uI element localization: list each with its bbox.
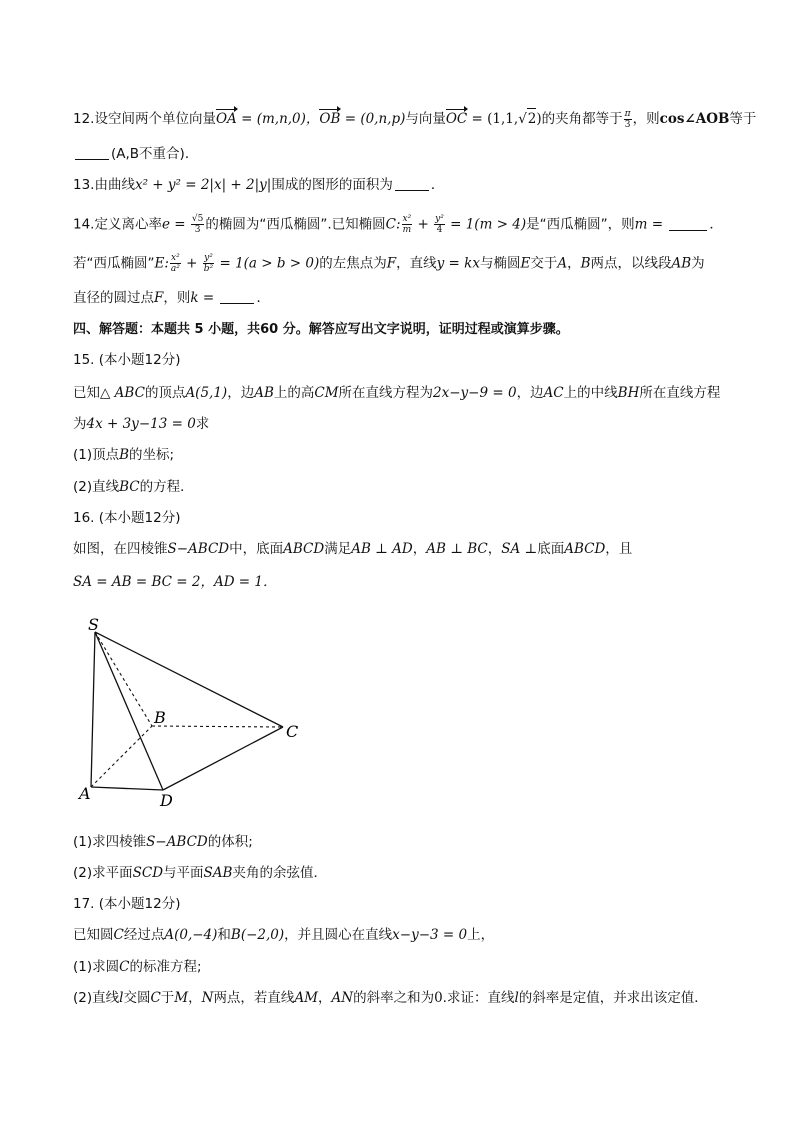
vector-oa: OA — [215, 111, 237, 127]
q12-line1: 12.设空间两个单位向量OA = (m,n,0)，OB = (0,n,p)与向量OC = (1,1,√2)的夹角都等于 $\frac{\pi}{3}$ ，则cos∠AOB等于 — [73, 108, 757, 130]
q17-part2: (2)直线l交圆C于M，N两点，若直线AM，AN的斜率之和为0.求证：直线l的斜率是定值，并求出该定值． — [73, 990, 708, 1006]
pyramid-figure — [70, 610, 310, 815]
q16-heading: 16. (本小题12分) — [73, 510, 181, 526]
label-s: S — [88, 615, 99, 634]
vector-ob: OB — [319, 111, 341, 127]
q16-part2: (2)求平面SCD与平面SAB夹角的余弦值． — [73, 865, 327, 881]
edge-bc — [152, 726, 283, 727]
answer-blank[interactable] — [669, 217, 707, 231]
q15-part2: (2)直线BC的方程． — [73, 479, 194, 495]
q15-line1: 已知△ ABC的顶点A(5,1)，边AB上的高CM所在直线方程为2x−y−9 = 0，边AC上的中线BH所在直线方程 — [73, 385, 721, 401]
section-heading: 四、解答题：本题共 5 小题，共60 分。解答应写出文字说明，证明过程或演算步骤。 — [73, 322, 569, 337]
q16-part1: (1)求四棱锥S−ABCD的体积; — [73, 834, 253, 850]
q15-part1: (1)顶点B的坐标; — [73, 447, 175, 463]
answer-blank[interactable] — [395, 177, 429, 191]
q17-part1: (1)求圆C的标准方程; — [73, 959, 202, 975]
q12-number: 12. — [73, 111, 95, 127]
q14-line2: 若“西瓜椭圆”E: $\frac{\text{x²}}{\text{a²}}$ + $\frac{\text{y²}}{\text{b²}}$ = 1(a > b > 0)的左焦点为F，直线y = kx与椭圆E交于A，B两点，以线段AB为 — [73, 253, 705, 274]
edge-sa — [91, 632, 95, 787]
q14-line3: 直径的圆过点F，则k = ． — [73, 290, 270, 306]
label-b: B — [154, 708, 166, 727]
q17-line1: 已知圆C经过点A(0,−4)和B(−2,0)，并且圆心在直线x−y−3 = 0上， — [73, 927, 495, 943]
q15-heading: 15. (本小题12分) — [73, 352, 181, 368]
q17-heading: 17. (本小题12分) — [73, 896, 181, 912]
q13-number: 13. — [73, 177, 95, 193]
label-d: D — [160, 791, 173, 810]
edge-sd — [95, 632, 163, 790]
vector-oc: OC — [445, 111, 468, 127]
q14-line1: 14.定义离心率e = $\frac{√5}{3}$ 的椭圆为“西瓜椭圆”.已知椭圆C: $\frac{\text{x²}}{m}$ + $\frac{\text{y²}}{4}$ = 1(m > 4)是“西瓜椭圆”，则m = ． — [73, 214, 723, 235]
frac-sqrt5-3: $\frac{√5}{3}$ — [191, 214, 204, 235]
edge-dc — [163, 727, 283, 790]
label-c: C — [286, 722, 299, 741]
q14-number: 14. — [73, 216, 95, 233]
edge-ad — [91, 787, 163, 790]
q16-line1: 如图，在四棱锥S−ABCD中，底面ABCD满足AB ⊥ AD，AB ⊥ BC，SA ⊥底面ABCD，且 — [73, 541, 633, 557]
answer-blank[interactable] — [220, 290, 254, 304]
edge-ab — [91, 726, 152, 787]
q15-line2: 为4x + 3y−13 = 0求 — [73, 416, 210, 432]
label-a: A — [79, 784, 91, 803]
q16-line2: SA = AB = BC = 2，AD = 1． — [73, 574, 277, 590]
q13-line: 13.由曲线x² + y² = 2|x| + 2|y|围成的图形的面积为 ． — [73, 177, 445, 193]
frac-pi-3: $\frac{\pi}{3}$ — [624, 108, 631, 130]
answer-blank[interactable] — [75, 146, 109, 160]
q12-line2: (A,B不重合)． — [73, 144, 198, 164]
